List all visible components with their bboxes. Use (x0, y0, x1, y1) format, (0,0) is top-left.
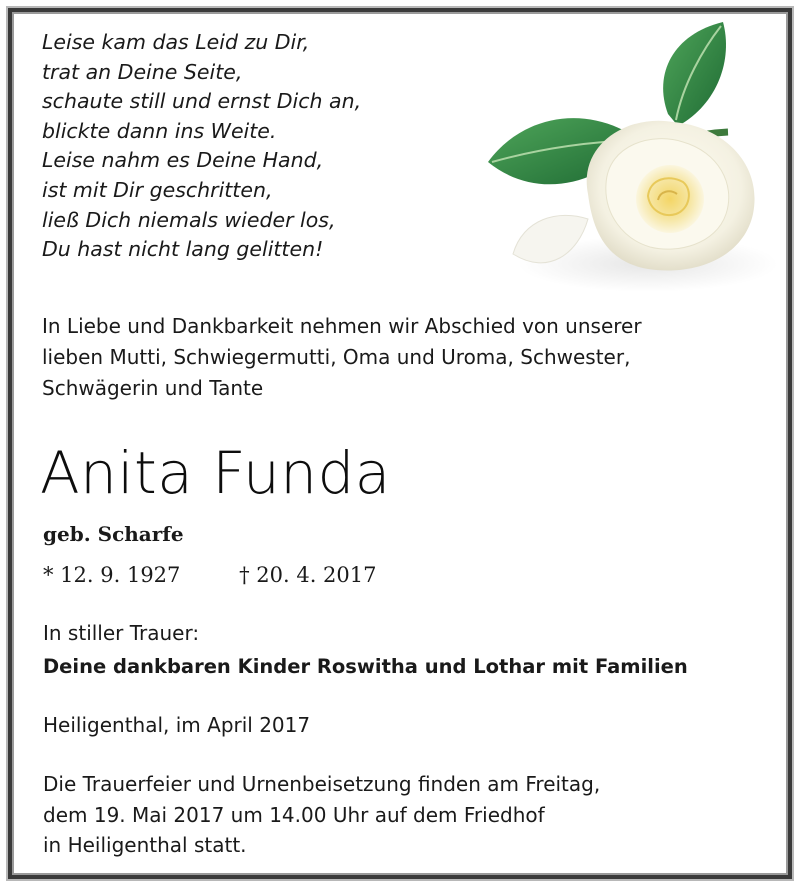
poem-line: schaute still und ernst Dich an, (42, 89, 362, 114)
maiden-name: geb. Scharfe (43, 522, 184, 546)
deceased-name: Anita Funda (40, 439, 391, 507)
poem-line: ist mit Dir geschritten, (42, 177, 273, 202)
intro-line: lieben Mutti, Schwiegermutti, Oma und Uroma, Schwester, (42, 345, 631, 369)
intro-line: Schwägerin und Tante (42, 376, 264, 400)
poem (42, 28, 361, 265)
poem-line: blickte dann ins Weite. (42, 118, 277, 143)
funeral-line: dem 19. Mai 2017 um 14.00 Uhr auf dem Friedhof (43, 802, 545, 827)
place-date: Heiligenthal, im April 2017 (43, 713, 311, 737)
funeral-line: Die Trauerfeier und Urnenbeisetzung finden am Freitag, (43, 772, 601, 796)
intro-text (42, 311, 642, 404)
intro-line: In Liebe und Dankbarkeit nehmen wir Abschied von unserer (42, 314, 642, 338)
mourning-label: In stiller Trauer: (43, 621, 200, 645)
poem-line: ließ Dich niemals wieder los, (42, 207, 336, 232)
white-rose-icon (478, 14, 778, 304)
funeral-info (43, 769, 600, 861)
birth-date: * 12. 9. 1927 (43, 563, 181, 587)
poem-line: Leise kam das Leid zu Dir, (42, 30, 310, 54)
poem-line: trat an Deine Seite, (42, 59, 243, 84)
funeral-line: in Heiligenthal statt. (43, 833, 247, 857)
poem-line: Du hast nicht lang gelitten! (42, 237, 324, 262)
poem-line: Leise nahm es Deine Hand, (42, 148, 324, 173)
mourners: Deine dankbaren Kinder Roswitha und Lothar mit Familien (43, 655, 688, 678)
life-dates (43, 563, 377, 587)
death-date: † 20. 4. 2017 (239, 563, 377, 587)
